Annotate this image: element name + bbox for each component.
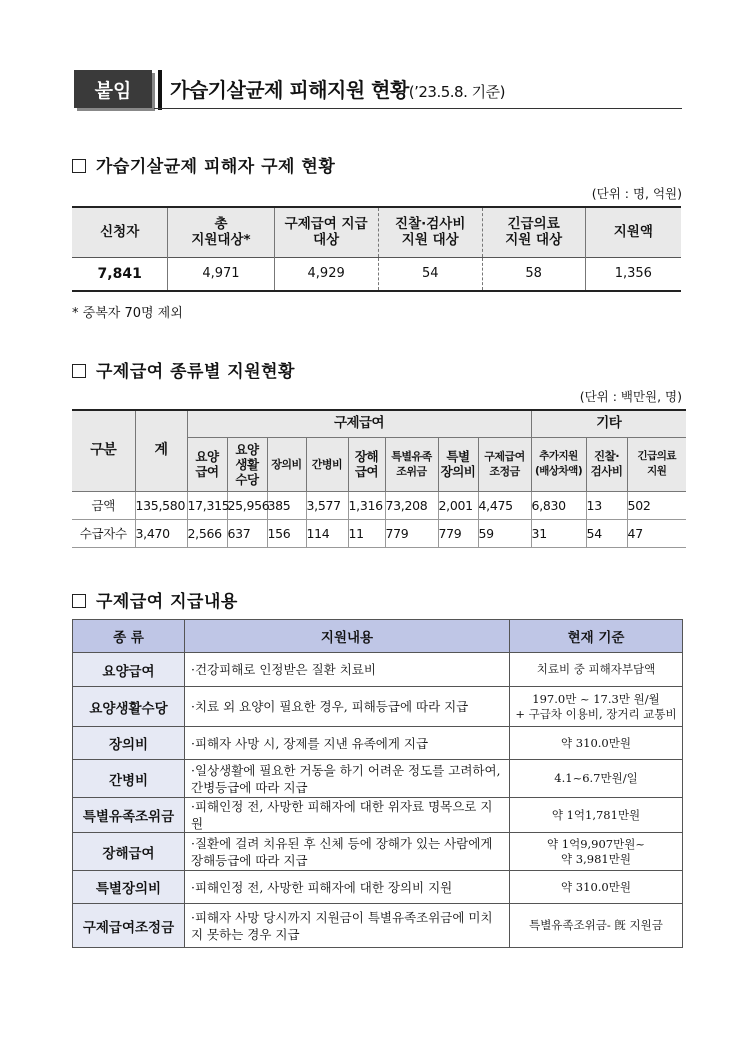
row-label: 수급자수 — [72, 519, 135, 547]
cell: 114 — [306, 519, 348, 547]
checkbox-square-icon — [72, 159, 86, 173]
col-content: 지원내용 — [185, 620, 510, 653]
relief-status-table — [72, 206, 681, 292]
standard-cell: 치료비 중 피해자부담액 — [510, 653, 683, 687]
col-total-targets-label: 총 지원대상* — [191, 216, 251, 249]
content-cell: ·피해인정 전, 사망한 피해자에 대한 장의비 지원 — [185, 871, 510, 904]
head-adjustment: 구제급여 조정금 — [478, 437, 531, 491]
col-exam-targets: 진찰·검사비 지원 대상 — [378, 207, 482, 257]
kind-cell: 장해급여 — [73, 833, 185, 871]
standard-cell: 4.1~6.7만원/일 — [510, 760, 683, 798]
col-emergency-targets: 긴급의료 지원 대상 — [482, 207, 585, 257]
head-total: 계 — [135, 410, 187, 491]
kind-cell: 요양급여 — [73, 653, 185, 687]
value-total-targets: 4,971 — [168, 257, 274, 291]
section2-heading — [72, 357, 295, 382]
col-total-targets — [168, 207, 274, 257]
title-divider — [158, 70, 162, 110]
head-relief-group: 구제급여 — [187, 410, 531, 437]
value-relief-targets: 4,929 — [274, 257, 378, 291]
value-applicants: 7,841 — [72, 257, 168, 291]
attachment-badge: 붙임 — [74, 70, 152, 108]
head-other-group: 기타 — [531, 410, 686, 437]
cell: 779 — [438, 519, 478, 547]
head-exam: 진찰· 검사비 — [586, 437, 627, 491]
head-emergency: 긴급의료 지원 — [627, 437, 686, 491]
head-special-funeral: 특별 장의비 — [438, 437, 478, 491]
content-cell: ·피해자 사망 당시까지 지원금이 특별유족조위금에 미치지 못하는 경우 지급 — [185, 904, 510, 948]
content-cell: ·질환에 걸려 치유된 후 신체 등에 장해가 있는 사람에게 장해등급에 따라 지급 — [185, 833, 510, 871]
cell: 11 — [348, 519, 385, 547]
kind-cell: 요양생활수당 — [73, 687, 185, 727]
col-kind: 종 류 — [73, 620, 185, 653]
col-standard: 현재 기준 — [510, 620, 683, 653]
cell: 779 — [385, 519, 438, 547]
cell: 2,001 — [438, 491, 478, 519]
section1-unit: (단위 : 명, 억원) — [591, 186, 682, 201]
kind-cell: 구제급여조정금 — [73, 904, 185, 948]
checkbox-square-icon — [72, 594, 86, 608]
checkbox-square-icon — [72, 364, 86, 378]
col-relief-targets: 구제급여 지급 대상 — [274, 207, 378, 257]
value-exam-targets: 54 — [378, 257, 482, 291]
head-additional: 추가지원 (배상차액) — [531, 437, 586, 491]
relief-content-table — [72, 619, 683, 948]
content-cell: ·피해인정 전, 사망한 피해자에 대한 위자료 명목으로 지원 — [185, 798, 510, 833]
page-title — [170, 74, 505, 103]
head-disability: 장해 급여 — [348, 437, 385, 491]
cell: 13 — [586, 491, 627, 519]
section2-title: 구제급여 종류별 지원현황 — [96, 362, 295, 382]
footnote: * 중복자 70명 제외 — [72, 306, 183, 321]
section3-title: 구제급여 지급내용 — [96, 592, 238, 612]
col-amount: 지원액 — [585, 207, 681, 257]
standard-cell: 특별유족조위금- 旣 지원금 — [510, 904, 683, 948]
head-medical-care: 요양 급여 — [187, 437, 227, 491]
content-cell: ·건강피해로 인정받은 질환 치료비 — [185, 653, 510, 687]
cell: 156 — [267, 519, 306, 547]
section1-heading — [72, 152, 335, 177]
head-funeral: 장의비 — [267, 437, 306, 491]
cell: 1,316 — [348, 491, 385, 519]
kind-cell: 특별유족조위금 — [73, 798, 185, 833]
head-special-condolence: 특별유족 조위금 — [385, 437, 438, 491]
cell: 385 — [267, 491, 306, 519]
cell: 73,208 — [385, 491, 438, 519]
standard-cell: 약 1억1,781만원 — [510, 798, 683, 833]
cell: 3,577 — [306, 491, 348, 519]
cell: 54 — [586, 519, 627, 547]
cell: 2,566 — [187, 519, 227, 547]
relief-type-table — [72, 409, 686, 548]
cell: 59 — [478, 519, 531, 547]
cell: 47 — [627, 519, 686, 547]
standard-cell: 약 1억9,907만원~ 약 3,981만원 — [510, 833, 683, 871]
standard-cell: 약 310.0만원 — [510, 871, 683, 904]
cell: 31 — [531, 519, 586, 547]
head-nursing: 간병비 — [306, 437, 348, 491]
cell: 502 — [627, 491, 686, 519]
row-total: 3,470 — [135, 519, 187, 547]
content-cell: ·치료 외 요양이 필요한 경우, 피해등급에 따라 지급 — [185, 687, 510, 727]
value-amount: 1,356 — [585, 257, 681, 291]
value-emergency-targets: 58 — [482, 257, 585, 291]
kind-cell: 간병비 — [73, 760, 185, 798]
kind-cell: 장의비 — [73, 727, 185, 760]
head-care-allowance: 요양 생활 수당 — [227, 437, 267, 491]
row-label: 금액 — [72, 491, 135, 519]
standard-cell: 197.0만 ~ 17.3만 원/월 + 구급차 이용비, 장거리 교통비 — [510, 687, 683, 727]
content-cell: ·일상생활에 필요한 거동을 하기 어려운 정도를 고려하여, 간병등급에 따라 지급 — [185, 760, 510, 798]
kind-cell: 특별장의비 — [73, 871, 185, 904]
cell: 6,830 — [531, 491, 586, 519]
head-gubun: 구분 — [72, 410, 135, 491]
col-applicants: 신청자 — [72, 207, 168, 257]
standard-cell: 약 310.0만원 — [510, 727, 683, 760]
cell: 4,475 — [478, 491, 531, 519]
title-underline — [154, 108, 682, 109]
section3-heading — [72, 587, 238, 612]
content-cell: ·피해자 사망 시, 장제를 지낸 유족에게 지급 — [185, 727, 510, 760]
row-total: 135,580 — [135, 491, 187, 519]
cell: 17,315 — [187, 491, 227, 519]
page-title-text: 가습기살균제 피해지원 현황 — [170, 78, 409, 102]
section2-unit: (단위 : 백만원, 명) — [579, 389, 682, 404]
cell: 637 — [227, 519, 267, 547]
reference-date: (’23.5.8. 기준) — [408, 83, 505, 101]
section1-title: 가습기살균제 피해자 구제 현황 — [96, 157, 336, 177]
cell: 25,956 — [227, 491, 267, 519]
